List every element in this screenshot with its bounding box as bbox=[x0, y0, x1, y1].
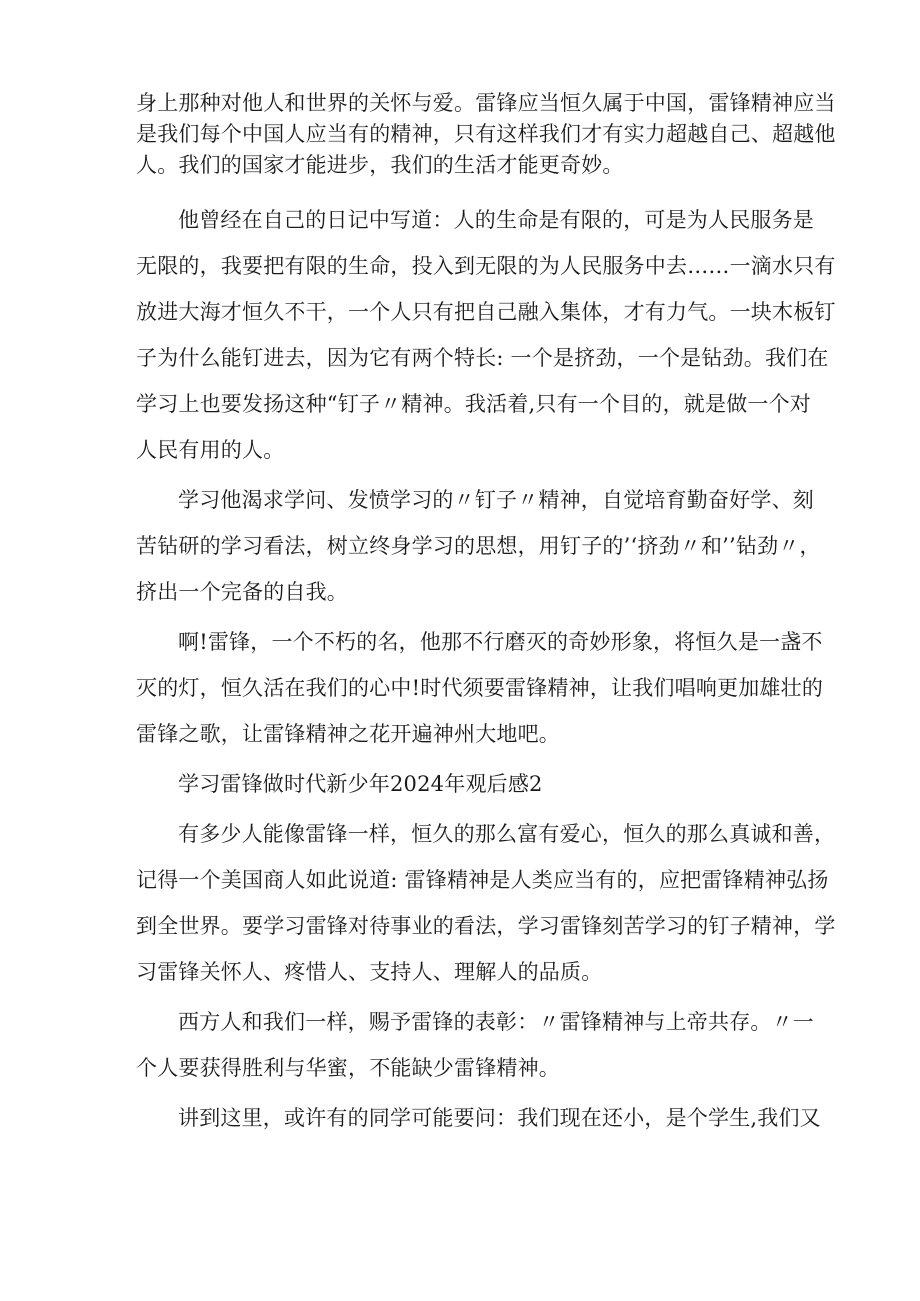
text-line: 习雷锋关怀人、疼惜人、支持人、理解人的品质。 bbox=[136, 960, 603, 984]
text-line: 灭的灯，恒久活在我们的心中!时代须要雷锋精神，让我们唱响更加雄壮的 bbox=[136, 676, 824, 700]
text-line: 是我们每个中国人应当有的精神，只有这样我们才有实力超越自己、超越他 bbox=[136, 122, 836, 146]
paragraph-2 bbox=[136, 197, 836, 473]
section-heading bbox=[136, 761, 796, 807]
text-line: 人。我们的国家才能进步，我们的生活才能更奇妙。 bbox=[136, 153, 624, 177]
text-line: 身上那种对他人和世界的关怀与爱。雷锋应当恒久属于中国，雷锋精神应当 bbox=[136, 91, 836, 115]
text-line: 苦钻研的学习看法，树立终身学习的思想，用钉子的’‘挤劲〃和’’钻劲〃， bbox=[136, 534, 821, 558]
paragraph-1 bbox=[136, 88, 836, 181]
text-line: 人民有用的人。 bbox=[136, 438, 285, 462]
paragraph-5 bbox=[136, 811, 836, 995]
text-line: 西方人和我们一样，赐予雷锋的表彰：〃雷锋精神与上帝共存。〃一 bbox=[178, 1010, 814, 1034]
text-line: 学习他渴求学问、发愤学习的〃钉子〃精神，自觉培育勤奋好学、刻 bbox=[178, 488, 814, 512]
text-line: 个人要获得胜利与华蜜，不能缺少雷锋精神。 bbox=[136, 1056, 560, 1080]
text-line: 记得一个美国商人如此说道: 雷锋精神是人类应当有的，应把雷锋精神弘扬 bbox=[136, 868, 829, 892]
text-line: 雷锋之歌，让雷锋精神之花开遍神州大地吧。 bbox=[136, 722, 560, 746]
paragraph-3 bbox=[136, 477, 821, 615]
text-line: 他曾经在自己的日记中写道：人的生命是有限的，可是为人民服务是 bbox=[178, 208, 814, 232]
paragraph-4 bbox=[136, 619, 824, 757]
paragraph-7 bbox=[136, 1095, 821, 1141]
text-line: 讲到这里，或许有的同学可能要问：我们现在还小，是个学生,我们又 bbox=[178, 1106, 821, 1130]
document-body bbox=[136, 88, 836, 1141]
text-line: 啊!雷锋，一个不朽的名，他那不行磨灭的奇妙形象，将恒久是一盏不 bbox=[178, 630, 823, 654]
text-line: 有多少人能像雷锋一样，恒久的那么富有爱心，恒久的那么真诚和善， bbox=[178, 822, 836, 846]
text-line: 放进大海才恒久不干，一个人只有把自己融入集体，才有力气。一块木板钉 bbox=[136, 300, 836, 324]
text-line: 学习上也要发扬这种“钉子〃精神。我活着,只有一个目的，就是做一个对 bbox=[136, 392, 812, 416]
text-line: 无限的，我要把有限的生命，投入到无限的为人民服务中去……一滴水只有 bbox=[136, 254, 836, 278]
section-heading-text: 学习雷锋做时代新少年2024年观后感2 bbox=[178, 772, 543, 796]
text-line: 子为什么能钉进去，因为它有两个特长: 一个是挤劲，一个是钻劲。我们在 bbox=[136, 346, 829, 370]
paragraph-6 bbox=[136, 999, 814, 1091]
text-line: 到全世界。要学习雷锋对待事业的看法，学习雷锋刻苦学习的钉子精神，学 bbox=[136, 914, 836, 938]
text-line: 挤出一个完备的自我。 bbox=[136, 580, 348, 604]
